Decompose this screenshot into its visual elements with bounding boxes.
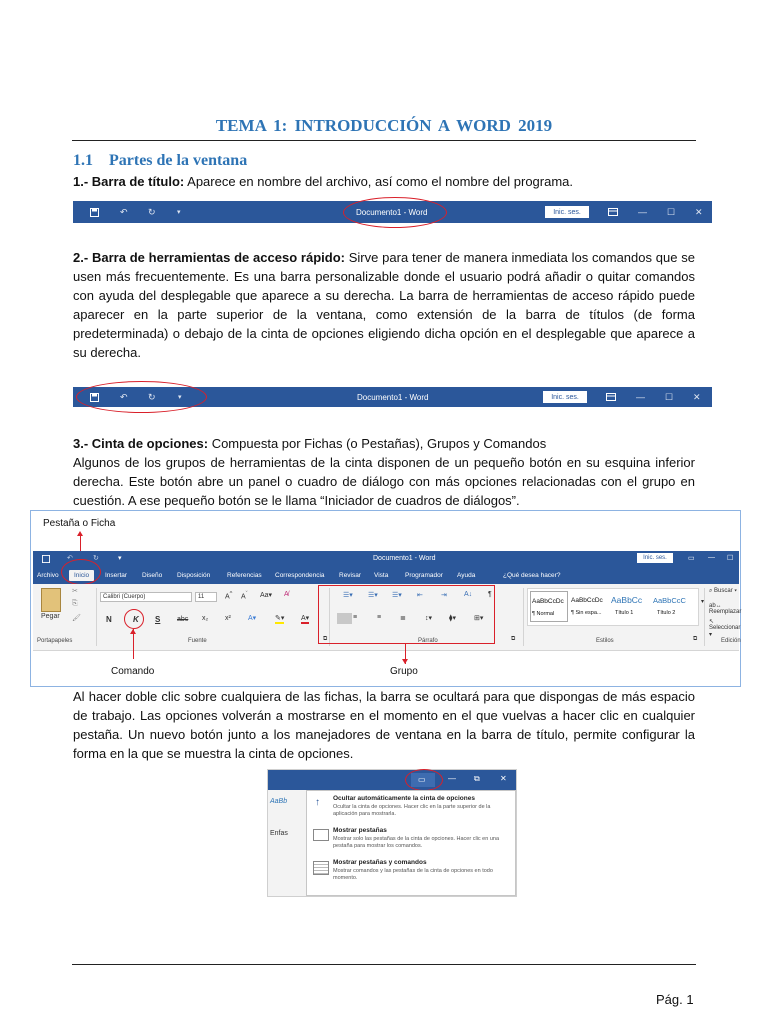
align-right-icon[interactable]: ≡ — [377, 614, 382, 621]
highlight-icon[interactable]: ✎▾ — [275, 615, 285, 622]
sign-in-button: Inic. ses. — [543, 391, 587, 403]
replace-button[interactable] — [709, 603, 741, 615]
sort-icon[interactable]: A↓ — [464, 591, 473, 598]
item-heading: 3.- Cinta de opciones: — [73, 436, 209, 451]
ribbon-display-menu — [306, 790, 516, 896]
save-icon — [90, 201, 99, 223]
select-button[interactable]: ↖ Seleccionar ▾ — [709, 619, 741, 638]
item-heading: 2.- Barra de herramientas de acceso rápido: — [73, 250, 345, 265]
find-label: Buscar — [714, 588, 733, 594]
find-button[interactable]: ⌕ Buscar ▾ — [709, 588, 737, 594]
clear-format-icon[interactable]: A̸ — [284, 591, 289, 598]
group-separator — [704, 588, 705, 646]
menu-item-title: Mostrar pestañas y comandos — [333, 859, 427, 866]
document-title: TEMA 1: INTRODUCCIÓN A WORD 2019 — [215, 116, 553, 135]
tab-inicio[interactable]: Inicio — [69, 570, 94, 581]
paragraph-title-bar — [73, 172, 695, 191]
style-name: ¶ Sin espa... — [571, 610, 602, 616]
up-arrow-icon: ↑ — [315, 797, 320, 808]
close-icon: ✕ — [693, 391, 701, 402]
redo-icon: ↻ — [148, 206, 156, 217]
cut-icon[interactable]: ✂ — [72, 588, 78, 595]
group-separator — [523, 588, 524, 646]
tab-ayuda[interactable]: Ayuda — [457, 572, 476, 579]
document-name: Documento1 - Word — [373, 555, 436, 562]
minimize-icon: — — [638, 207, 647, 217]
bold-icon[interactable]: N — [106, 615, 112, 624]
group-name-edicion: Edición — [721, 638, 741, 644]
paragraph-quick-access — [73, 248, 695, 362]
style-item-heading2[interactable] — [652, 591, 692, 622]
tab-revisar[interactable]: Revisar — [339, 572, 362, 579]
item-text: Sirve para tener de manera inmediata los comandos que se usen más frecuentemente. Es una barra personalizable donde el usuario podrá añadir o quitar comandos con ayuda del desplegable que aparece a su derecha. La barra de herramientas de acceso rápido puede aparecer en la parte superior de la ventana, como extensión de la barra de títulos (de forma predeterminada) o debajo de la cinta de opciones eligiendo dicha opción en el desplegable que aparece a su derecha. — [73, 250, 695, 360]
style-sample: AaBbCcC — [653, 596, 686, 605]
replace-label: Reemplazar — [709, 609, 742, 615]
style-item-no-spacing[interactable] — [570, 591, 608, 622]
dialog-launcher-icon[interactable]: ⧉ — [323, 636, 328, 642]
section-title: Partes de la ventana — [109, 152, 248, 169]
grow-font-icon[interactable]: A^ — [225, 591, 233, 601]
annotation-ellipse-command — [124, 609, 144, 629]
footer-divider — [72, 964, 696, 965]
tell-me-search[interactable]: ¿Qué desea hacer? — [503, 572, 561, 579]
menu-item-title: Mostrar pestañas — [333, 827, 387, 834]
customize-dropdown-icon: ▾ — [178, 394, 182, 401]
menu-item-autohide[interactable] — [311, 795, 511, 825]
search-icon: ⌕ — [709, 588, 713, 594]
change-case-icon[interactable]: Aa▾ — [260, 592, 273, 599]
line-spacing-icon[interactable]: ↕▾ — [425, 615, 433, 622]
underline-icon[interactable]: S — [155, 615, 161, 624]
maximize-icon: ☐ — [667, 206, 676, 217]
close-icon: ✕ — [500, 774, 507, 783]
annotation-ellipse-docname — [343, 197, 447, 228]
item-text: Compuesta por Fichas (o Pestañas), Grupos y Comandos — [208, 436, 547, 451]
minimize-icon: — — [708, 554, 715, 561]
replace-icon: ab↔ — [709, 603, 722, 609]
customize-dropdown-icon: ▾ — [118, 555, 122, 562]
dialog-launcher-icon[interactable]: ⧉ — [693, 636, 698, 642]
style-item-heading1[interactable] — [610, 591, 650, 622]
tab-insertar[interactable]: Insertar — [105, 572, 128, 579]
style-sample: AaBbCcDc — [571, 597, 603, 604]
style-item-normal[interactable] — [530, 591, 568, 622]
menu-item-desc: Mostrar solo las pestañas de la cinta de opciones. Hacer clic en una pestaña para mostrar los comandos. — [333, 836, 500, 849]
sign-in-button: Inic. ses. — [637, 553, 673, 563]
group-name-parrafo: Párrafo — [418, 638, 438, 644]
save-icon — [42, 555, 50, 565]
title-divider — [72, 140, 696, 141]
ribbon-display-icon — [606, 387, 616, 407]
ribbon-display-icon: ▭ — [418, 775, 426, 784]
annotation-ellipse-display-button — [405, 769, 443, 791]
paragraph-hide-ribbon: Al hacer doble clic sobre cualquiera de las fichas, la barra se ocultará para que dispongas de más espacio de trabajo. Las opciones volverán a mostrarse en el momento en el que vuelvas a hacer clic en cualquier pestaña. Un nuevo botón junto a los manejadores de ventana en la barra de título, permite configurar la forma en la que se muestra la cinta de opciones. — [73, 689, 695, 761]
font-name-select[interactable]: Calibri (Cuerpo) — [100, 592, 192, 602]
ribbon-display-icon: ▭ — [688, 555, 695, 562]
dialog-launcher-icon[interactable]: ⧉ — [511, 636, 516, 642]
style-sample: AaBbCcDc — [532, 598, 564, 605]
superscript-icon[interactable]: x² — [225, 615, 231, 622]
subscript-icon[interactable]: x₂ — [202, 615, 209, 622]
format-painter-icon[interactable]: 🖌 — [72, 615, 81, 622]
redo-icon: ↻ — [148, 391, 156, 402]
page-number: Pág. 1 — [656, 992, 694, 1007]
bullets-icon[interactable]: ☰▾ — [343, 592, 353, 599]
undo-icon: ↶ — [67, 555, 73, 562]
customize-dropdown-icon: ▾ — [177, 209, 181, 216]
annotation-ellipse-quick-access — [76, 381, 207, 413]
ribbon-figure — [30, 510, 741, 687]
tab-diseno[interactable]: Diseño — [142, 572, 163, 579]
callout-tab-label: Pestaña o Ficha — [43, 518, 116, 529]
callout-tab-arrowhead — [77, 531, 83, 536]
section-heading — [73, 152, 247, 170]
multilevel-icon[interactable]: ☰▾ — [392, 592, 402, 599]
minimize-icon: — — [636, 392, 645, 402]
text-effects-icon[interactable]: A▾ — [248, 615, 257, 622]
menu-item-desc: Mostrar comandos y las pestañas de la cinta de opciones en todo momento. — [333, 868, 493, 881]
copy-icon[interactable]: ⎘ — [72, 600, 78, 607]
ribbon-display-options-figure — [268, 770, 516, 896]
minimize-icon: — — [448, 774, 456, 783]
annotation-box-group — [318, 585, 495, 644]
paragraph-ribbon-body: Algunos de los grupos de herramientas de la cinta disponen de un pequeño botón en su esquina inferior derecha. Este botón abre un panel o cuadro de diálogo con más opciones relacionadas con el grupo en cuestión. A ese pequeño botón se le llama “Iniciador de cuadros de diálogos”. — [73, 455, 695, 508]
menu-item-title: Ocultar automáticamente la cinta de opciones — [333, 795, 475, 802]
group-name-fuente: Fuente — [188, 638, 207, 644]
paragraph-ribbon-head — [73, 434, 695, 453]
style-name: ¶ Normal — [532, 611, 555, 617]
document-name: Documento1 - Word — [356, 207, 428, 217]
strikethrough-icon[interactable]: abc — [177, 616, 189, 623]
cursor-icon: ↖ — [709, 619, 715, 625]
callout-group-label: Grupo — [390, 666, 418, 677]
menu-item-desc: Ocultar la cinta de opciones. Hacer clic en la parte superior de la aplicación para mostrarla. — [333, 804, 491, 817]
style-name-fragment: Enfas — [270, 830, 288, 837]
tab-correspondencia[interactable]: Correspondencia — [275, 572, 325, 579]
annotation-ellipse-tab — [61, 559, 101, 585]
group-name-portapapeles: Portapapeles — [37, 638, 73, 644]
style-sample-fragment: AaBb — [270, 798, 288, 805]
title-bar-fragment — [268, 770, 516, 790]
undo-icon: ↶ — [120, 391, 128, 402]
close-icon: ✕ — [695, 206, 703, 217]
ribbon-tabs — [33, 567, 739, 584]
document-name: Documento1 - Word — [357, 392, 429, 402]
ribbon-fragment — [268, 790, 306, 896]
menu-item-show-tabs[interactable] — [311, 827, 511, 857]
align-center-icon[interactable]: ≡ — [353, 614, 358, 621]
font-color-icon[interactable]: A▾ — [301, 615, 310, 622]
tab-referencias[interactable]: Referencias — [227, 572, 262, 579]
ribbon-display-icon — [608, 201, 618, 223]
select-label: Seleccionar — [709, 625, 741, 631]
numbering-icon[interactable]: ☰▾ — [368, 592, 378, 599]
redo-icon: ↻ — [93, 555, 99, 562]
style-sample: AaBbCc — [611, 595, 643, 605]
section-number: 1.1 — [73, 152, 93, 169]
undo-icon: ↶ — [120, 206, 128, 217]
tabs-only-icon — [313, 829, 329, 841]
restore-icon: ⧉ — [474, 774, 480, 783]
callout-group-arrowhead — [402, 659, 408, 664]
tab-programador[interactable]: Programador — [405, 572, 443, 579]
group-name-estilos: Estilos — [596, 638, 614, 644]
item-heading: 1.- Barra de título: — [73, 174, 185, 189]
paste-label[interactable]: Pegar — [41, 613, 60, 620]
shading-icon[interactable]: ⧫▾ — [449, 615, 456, 622]
maximize-icon: ☐ — [665, 391, 674, 402]
callout-command-arrowhead — [130, 629, 136, 634]
italic-icon[interactable]: K — [133, 615, 139, 624]
shrink-font-icon[interactable]: $A^ˇ$ — [241, 591, 248, 601]
styles-more-icon[interactable]: ▾ — [701, 599, 705, 605]
maximize-icon: ☐ — [727, 555, 734, 562]
tab-vista[interactable]: Vista — [374, 572, 389, 579]
style-name: Título 2 — [657, 610, 676, 616]
group-separator — [96, 588, 97, 646]
tab-archivo[interactable]: Archivo — [37, 572, 59, 579]
tabs-commands-icon — [313, 861, 329, 875]
pilcrow-icon[interactable]: ¶ — [488, 591, 492, 598]
item-text: Aparece en nombre del archivo, así como el nombre del programa. — [184, 174, 574, 189]
styles-gallery — [527, 588, 699, 626]
sign-in-button: Inic. ses. — [545, 206, 589, 218]
justify-icon[interactable]: ≣ — [400, 615, 406, 622]
style-name: Título 1 — [615, 610, 634, 616]
menu-item-show-tabs-commands[interactable] — [311, 859, 511, 889]
decrease-indent-icon[interactable]: ⇤ — [417, 592, 423, 599]
paste-icon[interactable] — [41, 588, 61, 612]
font-size-select[interactable]: 11 — [195, 592, 217, 602]
borders-icon[interactable]: ⊞▾ — [474, 615, 484, 622]
tab-disposicion[interactable]: Disposición — [177, 572, 211, 579]
increase-indent-icon[interactable]: ⇥ — [441, 592, 447, 599]
callout-command-label: Comando — [111, 666, 155, 677]
